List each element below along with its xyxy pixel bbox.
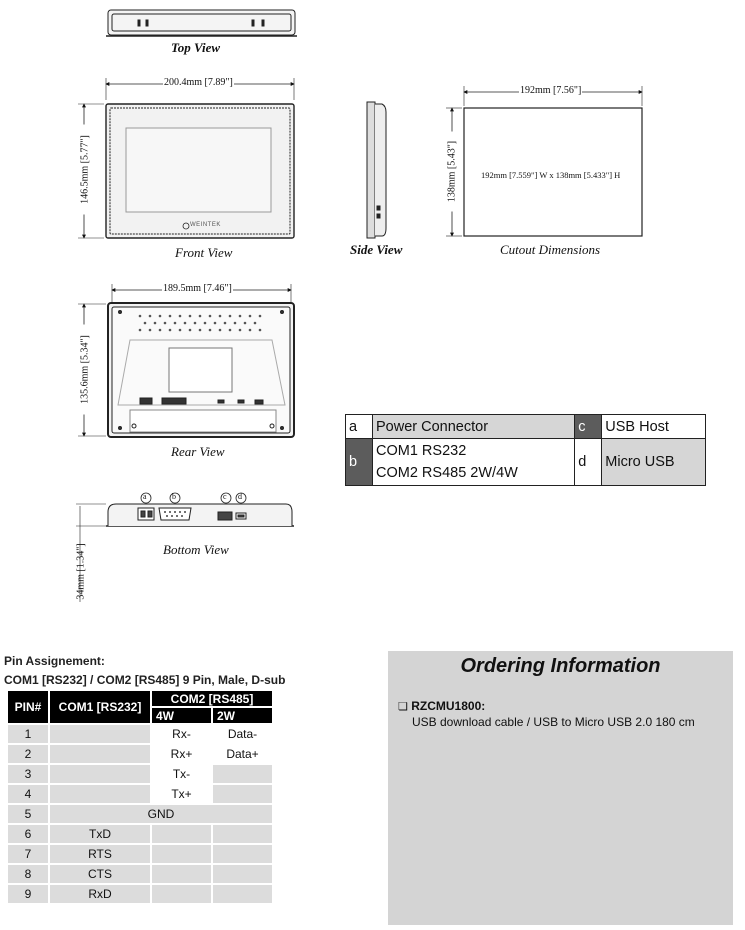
pin-table (6, 689, 274, 905)
pin-4w-cell (152, 845, 211, 863)
pin-row (8, 845, 272, 863)
front-view-height-wrap (40, 135, 130, 204)
pin-com1-cell (50, 785, 150, 803)
bottom-view-depth-wrap (46, 543, 116, 600)
pin-4w-cell: Tx- (152, 765, 211, 783)
pin-number-cell: 1 (8, 725, 48, 743)
pin-4w-cell: Tx+ (152, 785, 211, 803)
header-pin: PIN# (8, 691, 48, 723)
pin-2w-cell (213, 865, 272, 883)
rear-view-caption: Rear View (171, 444, 225, 459)
bottom-view-depth-label: 34mm [1.34"] (75, 543, 87, 600)
header-com1: COM1 [RS232] (50, 691, 150, 723)
pin-4w-cell: Rx- (152, 725, 211, 743)
pin-com1-cell: CTS (50, 865, 150, 883)
pin-com1-cell (50, 745, 150, 763)
cutout-caption: Cutout Dimensions (500, 242, 601, 257)
rear-view-drawing (78, 284, 294, 437)
pin-number-cell: 4 (8, 785, 48, 803)
header-4w: 4W (152, 708, 211, 723)
pin-com1-cell (50, 725, 150, 743)
rear-view-width-label: 189.5mm [7.46"] (163, 283, 232, 294)
front-view-height-label: 146.5mm [5.77"] (80, 125, 91, 215)
cutout-drawing (446, 86, 642, 236)
checkbox-icon: ❏ (398, 701, 408, 713)
side-view-drawing (367, 102, 386, 238)
legend-text-d: Micro USB (602, 439, 706, 486)
cutout-height-wrap (412, 140, 492, 203)
pin-row (8, 885, 272, 903)
ordering-item (398, 699, 695, 729)
top-view-drawing (106, 10, 297, 36)
pin-row (8, 765, 272, 783)
pin-number-cell: 3 (8, 765, 48, 783)
rear-view-height-label: 135.6mm [5.34"] (80, 325, 91, 415)
pin-table-header (8, 691, 272, 706)
pin-assignment-subtitle: COM1 [RS232] / COM2 [RS485] 9 Pin, Male, D-sub (4, 673, 286, 687)
pin-span-cell: GND (50, 805, 272, 823)
ordering-title: Ordering Information (460, 655, 661, 677)
legend-row (346, 415, 706, 439)
bottom-marker-d: d (238, 492, 242, 501)
ordering-info-panel (388, 651, 733, 925)
pin-2w-cell: Data+ (213, 745, 272, 763)
pin-number-cell: 7 (8, 845, 48, 863)
pin-number-cell: 8 (8, 865, 48, 883)
bottom-view-caption: Bottom View (163, 542, 229, 557)
pin-2w-cell: Data- (213, 725, 272, 743)
legend-text-b-line2: COM2 RS485 2W/4W (376, 465, 518, 481)
pin-com1-cell (50, 765, 150, 783)
pin-row (8, 805, 272, 823)
bottom-marker-c: c (223, 492, 227, 501)
front-view-drawing (78, 78, 294, 238)
front-view-logo: WEINTEK (190, 222, 221, 228)
pin-assignment-title: Pin Assignement: (4, 654, 105, 668)
pin-2w-cell (213, 785, 272, 803)
cutout-width-label: 192mm [7.56"] (520, 85, 582, 96)
pin-2w-cell (213, 845, 272, 863)
header-2w: 2W (213, 708, 272, 723)
front-view-caption: Front View (175, 245, 233, 260)
pin-number-cell: 6 (8, 825, 48, 843)
legend-letter-a: a (346, 415, 373, 439)
header-com2: COM2 [RS485] (152, 691, 272, 706)
legend-row (346, 439, 706, 486)
legend-letter-d: d (575, 439, 602, 486)
pin-com1-cell: TxD (50, 825, 150, 843)
pin-number-cell: 5 (8, 805, 48, 823)
pin-number-cell: 9 (8, 885, 48, 903)
legend-text-c: USB Host (602, 415, 706, 439)
pin-4w-cell (152, 865, 211, 883)
pin-com1-cell: RTS (50, 845, 150, 863)
pin-table-body (8, 725, 272, 903)
cutout-height-label: 138mm [5.43"] (447, 132, 458, 212)
legend-letter-b: b (346, 439, 373, 486)
legend-text-b-line1: COM1 RS232 (376, 443, 467, 459)
pin-2w-cell (213, 825, 272, 843)
bottom-marker-a: a (143, 492, 147, 501)
pin-row (8, 785, 272, 803)
legend-text-b (373, 439, 575, 486)
pin-row (8, 865, 272, 883)
pin-row (8, 745, 272, 763)
top-view-caption: Top View (171, 40, 221, 55)
pin-4w-cell (152, 885, 211, 903)
bottom-marker-b: b (172, 492, 176, 501)
pin-2w-cell (213, 765, 272, 783)
ordering-item-description: USB download cable / USB to Micro USB 2.0 180 cm (412, 715, 695, 729)
pin-4w-cell (152, 825, 211, 843)
cutout-inner-text: 192mm [7.559"] W x 138mm [5.433"] H (481, 170, 621, 180)
pin-row (8, 825, 272, 843)
legend-text-a: Power Connector (373, 415, 575, 439)
port-legend-table (345, 414, 706, 486)
side-view-caption: Side View (350, 242, 403, 257)
pin-row (8, 725, 272, 743)
legend-letter-c: c (575, 415, 602, 439)
rear-view-height-wrap (40, 335, 130, 404)
pin-4w-cell: Rx+ (152, 745, 211, 763)
ordering-item-code: RZCMU1800: (411, 699, 486, 713)
pin-com1-cell: RxD (50, 885, 150, 903)
pin-2w-cell (213, 885, 272, 903)
front-view-width-label: 200.4mm [7.89"] (164, 77, 233, 88)
pin-number-cell: 2 (8, 745, 48, 763)
